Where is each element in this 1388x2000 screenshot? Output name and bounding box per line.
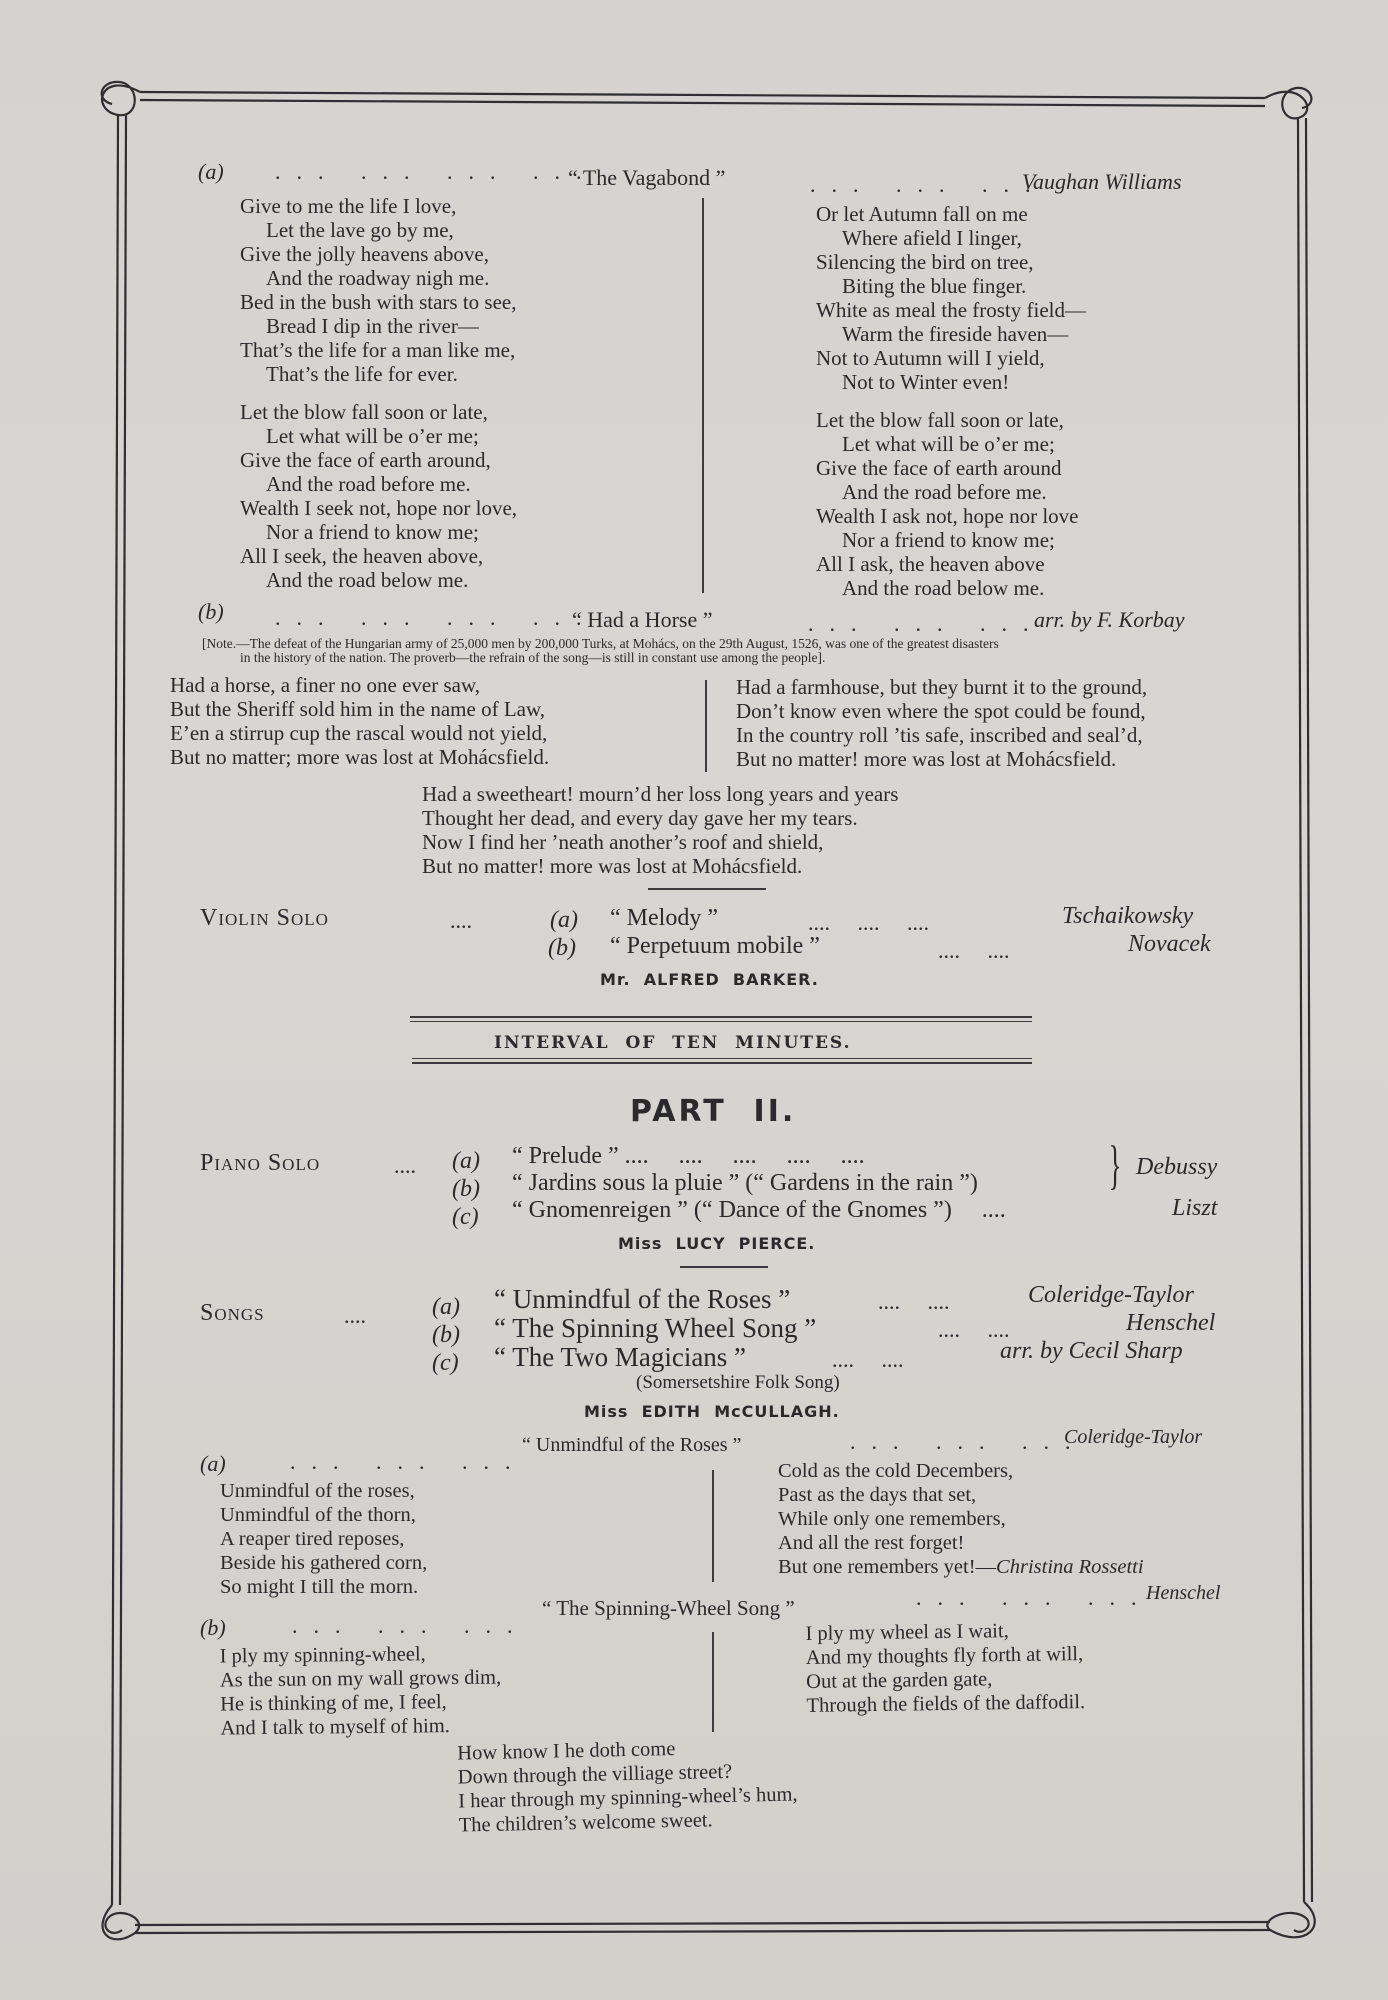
leader-dots: ... ... ...	[850, 1429, 1087, 1454]
violin-item-letter: (b)	[548, 935, 576, 961]
part-heading: PART II.	[630, 1094, 797, 1129]
verse-line: As the sun on my wall grows dim,	[219, 1666, 502, 1692]
verse-line: The children’s welcome sweet.	[458, 1809, 713, 1837]
spinning-composer: Henschel	[1146, 1582, 1221, 1604]
verse-line: And the road below me.	[842, 576, 1045, 600]
column-divider	[712, 1470, 714, 1582]
interval-rule-bottom-thin	[412, 1058, 1032, 1059]
piano-performer: Miss LUCY PIERCE.	[618, 1234, 816, 1253]
verse-line: Wealth I seek not, hope nor love,	[240, 496, 518, 520]
leader-dots: .... .... ....	[808, 910, 929, 935]
verse-line: Let what will be o’er me;	[842, 432, 1055, 456]
column-divider	[705, 680, 707, 772]
column-divider	[712, 1632, 714, 1732]
verse-line: Warm the fireside haven—	[842, 322, 1069, 346]
leader-dots: .... ....	[938, 1317, 1010, 1342]
spinning-letter: (b)	[200, 1615, 226, 1640]
verse-line: But no matter; more was lost at Mohácsfield.	[170, 745, 550, 769]
poem-author: Christina Rossetti	[996, 1556, 1144, 1578]
verse-line: Biting the blue finger.	[842, 274, 1027, 298]
verse-line: Had a sweetheart! mourn’d her loss long years and years	[422, 782, 899, 806]
verse-line: Beside his gathered corn,	[220, 1552, 428, 1574]
verse-line: I ply my wheel as I wait,	[805, 1620, 1009, 1645]
interval-rule-bottom	[412, 1062, 1032, 1064]
verse-line: He is thinking of me, I feel,	[220, 1691, 447, 1716]
interval-rule-top-thin	[410, 1021, 1032, 1022]
piano-composer-debussy: Debussy	[1136, 1154, 1218, 1180]
verse-line: E’en a stirrup cup the rascal would not yield,	[170, 721, 548, 745]
verse-line: Had a farmhouse, but they burnt it to the ground,	[736, 675, 1148, 699]
verse-line: But no matter! more was lost at Mohácsfield.	[422, 854, 803, 878]
verse-line: Down through the villiage street?	[457, 1760, 733, 1789]
brace-glyph: }	[1108, 1135, 1122, 1195]
verse-line: So might I till the morn.	[220, 1576, 419, 1598]
verse-line: Bread I dip in the river—	[266, 314, 479, 338]
leader-dots: ... ... ...	[290, 1449, 527, 1474]
verse-line: Give the jolly heavens above,	[240, 242, 490, 266]
leader-dots: ....	[344, 1303, 366, 1328]
spinning-center-stanza	[457, 1734, 798, 1837]
verse-line: But the Sheriff sold him in the name of Law,	[170, 697, 546, 721]
verse-line: White as meal the frosty field—	[816, 298, 1086, 322]
verse-line: While only one remembers,	[778, 1508, 1006, 1530]
piano-solo-label: Piano Solo	[200, 1150, 321, 1176]
verse-line: Not to Autumn will I yield,	[816, 346, 1045, 370]
songs-performer: Miss EDITH McCULLAGH.	[584, 1402, 840, 1421]
violin-item-letter: (a)	[550, 907, 578, 933]
verse-line: Nor a friend to know me;	[266, 520, 479, 544]
verse-line: Had a horse, a finer no one ever saw,	[170, 673, 481, 697]
roses-title: “ Unmindful of the Roses ”	[522, 1434, 742, 1456]
verse-line: And the roadway nigh me.	[266, 266, 490, 290]
short-divider	[648, 888, 766, 890]
violin-item-composer: Tschaikowsky	[1062, 903, 1194, 929]
verse-line: Where afield I linger,	[842, 226, 1022, 250]
songs-item-letter: (b)	[432, 1322, 460, 1348]
verse-line: All I seek, the heaven above,	[240, 544, 484, 568]
verse-line: Nor a friend to know me;	[842, 528, 1055, 552]
horse-left-column	[170, 673, 549, 769]
roses-right-column	[778, 1459, 1144, 1579]
verse-line: Silencing the bird on tree,	[816, 250, 1034, 274]
horse-title: “ Had a Horse ”	[572, 607, 713, 632]
piano-item-letter: (b)	[452, 1176, 480, 1202]
leader-dots: ... ... ...	[916, 1585, 1153, 1610]
leader-dots: .... ....	[938, 938, 1010, 963]
short-divider	[680, 1266, 768, 1268]
roses-letter: (a)	[200, 1451, 226, 1476]
verse-line: And the road below me.	[266, 568, 469, 592]
verse-line: Now I find her ’neath another’s roof and shield,	[422, 830, 824, 854]
historical-note-line-2: in the history of the nation. The proverb—the refrain of the song—is still in constant use among the people].	[240, 650, 826, 665]
verse-line: I hear through my spinning-wheel’s hum,	[458, 1783, 798, 1813]
piano-item-title: “ Prelude ” .... .... .... .... ....	[512, 1143, 865, 1169]
vagabond-left-column	[240, 194, 517, 592]
verse-line: Or let Autumn fall on me	[816, 202, 1028, 226]
verse-line: Cold as the cold Decembers,	[778, 1460, 1014, 1482]
piano-item-title: “ Gnomenreigen ” (“ Dance of the Gnomes ”) ....	[512, 1197, 1006, 1223]
roses-left-column	[220, 1479, 427, 1599]
verse-line: Out at the garden gate,	[806, 1668, 993, 1693]
horse-composer: arr. by F. Korbay	[1034, 607, 1185, 632]
leader-dots: ....	[394, 1153, 416, 1178]
verse-line: How know I he doth come	[457, 1737, 676, 1765]
verse-line: Through the fields of the daffodil.	[806, 1691, 1086, 1717]
songs-item-composer: Henschel	[1126, 1310, 1216, 1336]
vagabond-letter: (a)	[198, 159, 224, 184]
piano-item-letter: (c)	[452, 1204, 479, 1230]
leader-dots: ....	[450, 908, 472, 933]
leader-dots: .... ....	[878, 1289, 950, 1314]
songs-item-letter: (c)	[432, 1350, 459, 1376]
verse-line	[778, 1555, 1144, 1579]
violin-item-composer: Novacek	[1128, 931, 1211, 957]
column-divider	[702, 198, 704, 593]
verse-line: In the country roll ’tis safe, inscribed and seal’d,	[736, 723, 1143, 747]
verse-line: Let the blow fall soon or late,	[240, 400, 488, 424]
horse-center-stanza	[422, 782, 898, 878]
verse-line: That’s the life for a man like me,	[240, 338, 516, 362]
verse-line: Let what will be o’er me;	[266, 424, 479, 448]
verse-line: Let the blow fall soon or late,	[816, 408, 1064, 432]
verse-line-text: But one remembers yet!—	[778, 1556, 997, 1578]
verse-line: A reaper tired reposes,	[220, 1528, 405, 1550]
songs-item-composer: arr. by Cecil Sharp	[1000, 1338, 1183, 1364]
verse-line: And I talk to myself of him.	[220, 1715, 450, 1740]
leader-dots: ... ... ...	[810, 172, 1047, 197]
verse-line: And the road before me.	[842, 480, 1047, 504]
verse-line: I ply my spinning-wheel,	[219, 1643, 426, 1668]
violin-item-title: “ Perpetuum mobile ”	[610, 933, 820, 959]
folk-song-note: (Somersetshire Folk Song)	[636, 1372, 840, 1393]
interval-text: INTERVAL OF TEN MINUTES.	[494, 1033, 852, 1053]
verse-line: Give the face of earth around	[816, 456, 1062, 480]
piano-item-letter: (a)	[452, 1148, 480, 1174]
verse-line: Bed in the bush with stars to see,	[240, 290, 517, 314]
verse-line: That’s the life for ever.	[266, 362, 458, 386]
spinning-right-column	[805, 1618, 1085, 1718]
verse-line: Let the lave go by me,	[266, 218, 454, 242]
horse-right-column	[736, 675, 1147, 771]
songs-label: Songs	[200, 1300, 265, 1326]
verse-line: And my thoughts fly forth at will,	[805, 1643, 1084, 1669]
interval-rule-top	[410, 1016, 1032, 1018]
verse-line: Wealth I ask not, hope nor love	[816, 504, 1079, 528]
leader-dots: ... ... ... ...	[275, 605, 598, 630]
verse-line: Not to Winter even!	[842, 370, 1010, 394]
verse-line: Past as the days that set,	[778, 1484, 977, 1506]
leader-dots: .... ....	[832, 1347, 904, 1372]
verse-line: Give to me the life I love,	[240, 194, 457, 218]
songs-item-title: “ Unmindful of the Roses ”	[494, 1284, 791, 1314]
verse-line: Unmindful of the roses,	[220, 1480, 415, 1502]
horse-letter: (b)	[198, 599, 224, 624]
verse-line: Unmindful of the thorn,	[220, 1504, 416, 1526]
verse-line: And the road before me.	[266, 472, 471, 496]
songs-item-composer: Coleridge-Taylor	[1028, 1282, 1194, 1308]
verse-line: But no matter! more was lost at Mohácsfield.	[736, 747, 1117, 771]
songs-item-title: “ The Two Magicians ”	[494, 1342, 747, 1372]
verse-line: Don’t know even where the spot could be found,	[736, 699, 1146, 723]
piano-composer-liszt: Liszt	[1172, 1195, 1218, 1221]
historical-note-line-1: [Note.—The defeat of the Hungarian army of 25,000 men by 200,000 Turks, at Mohács, on the 29th August, 1526, was one of the greatest disasters	[202, 636, 999, 651]
leader-dots: ... ... ... ...	[275, 159, 598, 184]
verse-line: All I ask, the heaven above	[816, 552, 1045, 576]
violin-performer: Mr. ALFRED BARKER.	[600, 970, 819, 989]
verse-line: Thought her dead, and every day gave her my tears.	[422, 806, 858, 830]
songs-item-letter: (a)	[432, 1294, 460, 1320]
roses-composer: Coleridge-Taylor	[1064, 1426, 1203, 1448]
verse-line: And all the rest forget!	[778, 1532, 965, 1554]
spinning-title: “ The Spinning-Wheel Song ”	[542, 1596, 795, 1620]
leader-dots: ... ... ...	[292, 1613, 529, 1638]
vagabond-composer: Vaughan Williams	[1022, 169, 1182, 194]
vagabond-title: “ The Vagabond ”	[568, 165, 726, 190]
leader-dots: ... ... ...	[808, 611, 1045, 636]
piano-item-title: “ Jardins sous la pluie ” (“ Gardens in the rain ”)	[512, 1170, 978, 1196]
verse-line: Give the face of earth around,	[240, 448, 491, 472]
spinning-left-column	[220, 1642, 502, 1741]
violin-solo-label: Violin Solo	[200, 905, 329, 931]
vagabond-right-column	[816, 202, 1086, 600]
violin-item-title: “ Melody ”	[610, 905, 718, 931]
songs-item-title: “ The Spinning Wheel Song ”	[494, 1313, 817, 1343]
